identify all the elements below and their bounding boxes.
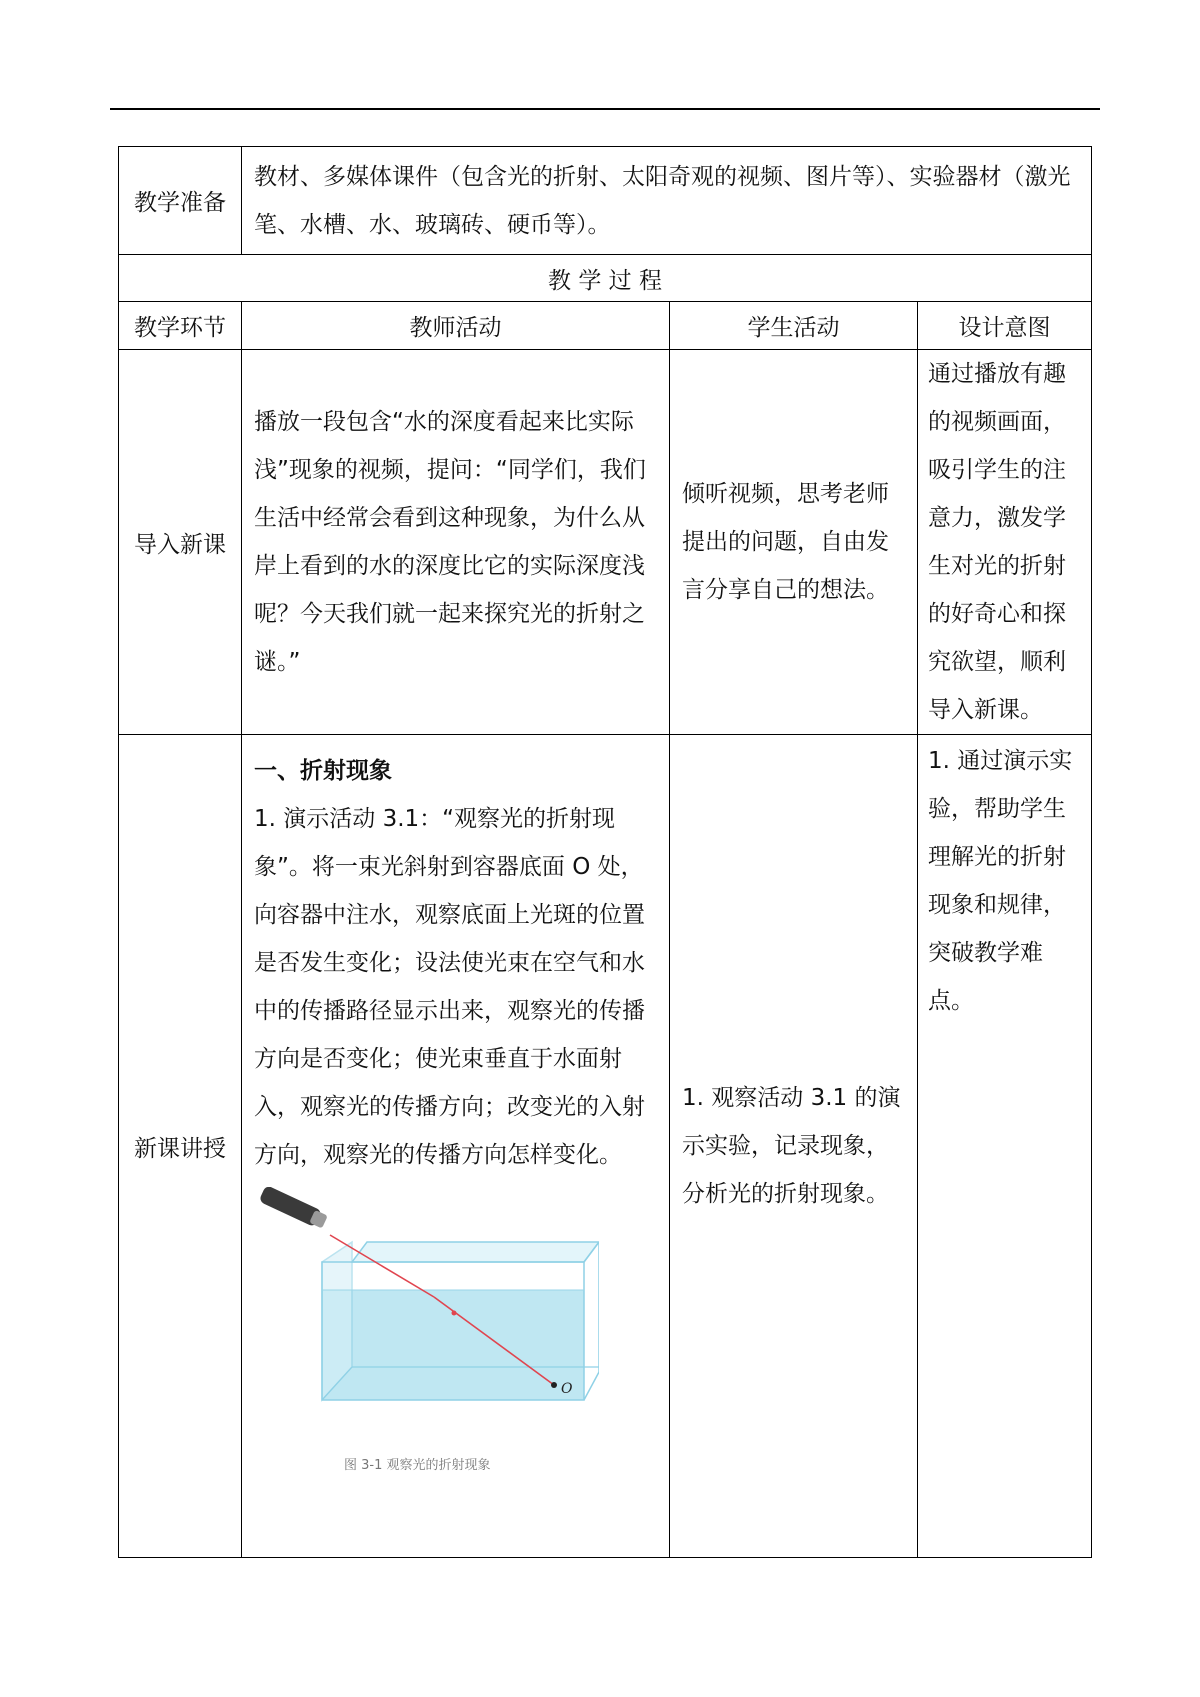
teacher-activity-cell (242, 735, 670, 1558)
prep-content: 教材、多媒体课件（包含光的折射、太阳奇观的视频、图片等）、实验器材（激光笔、水槽、水、玻璃砖、硬币等）。 (242, 147, 1092, 255)
point-o-label: O (561, 1381, 573, 1397)
figure-caption: 图 3-1 观察光的折射现象 (344, 1458, 491, 1473)
laser-pointer-icon (259, 1187, 329, 1230)
header-rule (110, 108, 1100, 110)
header-intent: 设计意图 (918, 302, 1092, 350)
table-row (119, 735, 1092, 1558)
design-intent: 通过播放有趣的视频画面，吸引学生的注意力，激发学生对光的折射的好奇心和探究欲望，顺利导入新课。 (918, 350, 1092, 735)
table-row (119, 350, 1092, 735)
header-student: 学生活动 (670, 302, 918, 350)
section-heading: 一、折射现象 (254, 758, 392, 784)
header-teacher: 教师活动 (242, 302, 670, 350)
prep-row (119, 147, 1092, 255)
student-activity: 倾听视频，思考老师提出的问题，自由发言分享自己的想法。 (670, 350, 918, 735)
lesson-plan-table (118, 146, 1092, 1558)
refraction-figure (254, 1187, 599, 1490)
header-row (119, 302, 1092, 350)
refraction-illustration (254, 1187, 599, 1442)
design-intent: 1. 通过演示实验，帮助学生理解光的折射现象和规律，突破教学难点。 (918, 735, 1092, 1558)
process-title-row (119, 255, 1092, 302)
prep-label: 教学准备 (119, 147, 242, 255)
stage-cell: 新课讲授 (119, 735, 242, 1558)
teacher-activity: 1. 演示活动 3.1：“观察光的折射现象”。将一束光斜射到容器底面 O 处，向容器中注水，观察底面上光斑的位置是否发生变化；设法使光束在空气和水中的传播路径显示出来，观察光的传播方向是否变化；使光束垂直于水面射入，观察光的传播方向；改变光的入射方向，观察光的传播方向怎样变化。 (254, 806, 645, 1168)
stage-cell: 导入新课 (119, 350, 242, 735)
process-title: 教 学 过 程 (119, 255, 1092, 302)
student-activity: 1. 观察活动 3.1 的演示实验，记录现象，分析光的折射现象。 (670, 735, 918, 1558)
teacher-activity: 播放一段包含“水的深度看起来比实际浅”现象的视频，提问：“同学们，我们生活中经常会看到这种现象，为什么从岸上看到的水的深度比它的实际深度浅呢？今天我们就一起来探究光的折射之谜。” (242, 350, 670, 735)
header-stage: 教学环节 (119, 302, 242, 350)
